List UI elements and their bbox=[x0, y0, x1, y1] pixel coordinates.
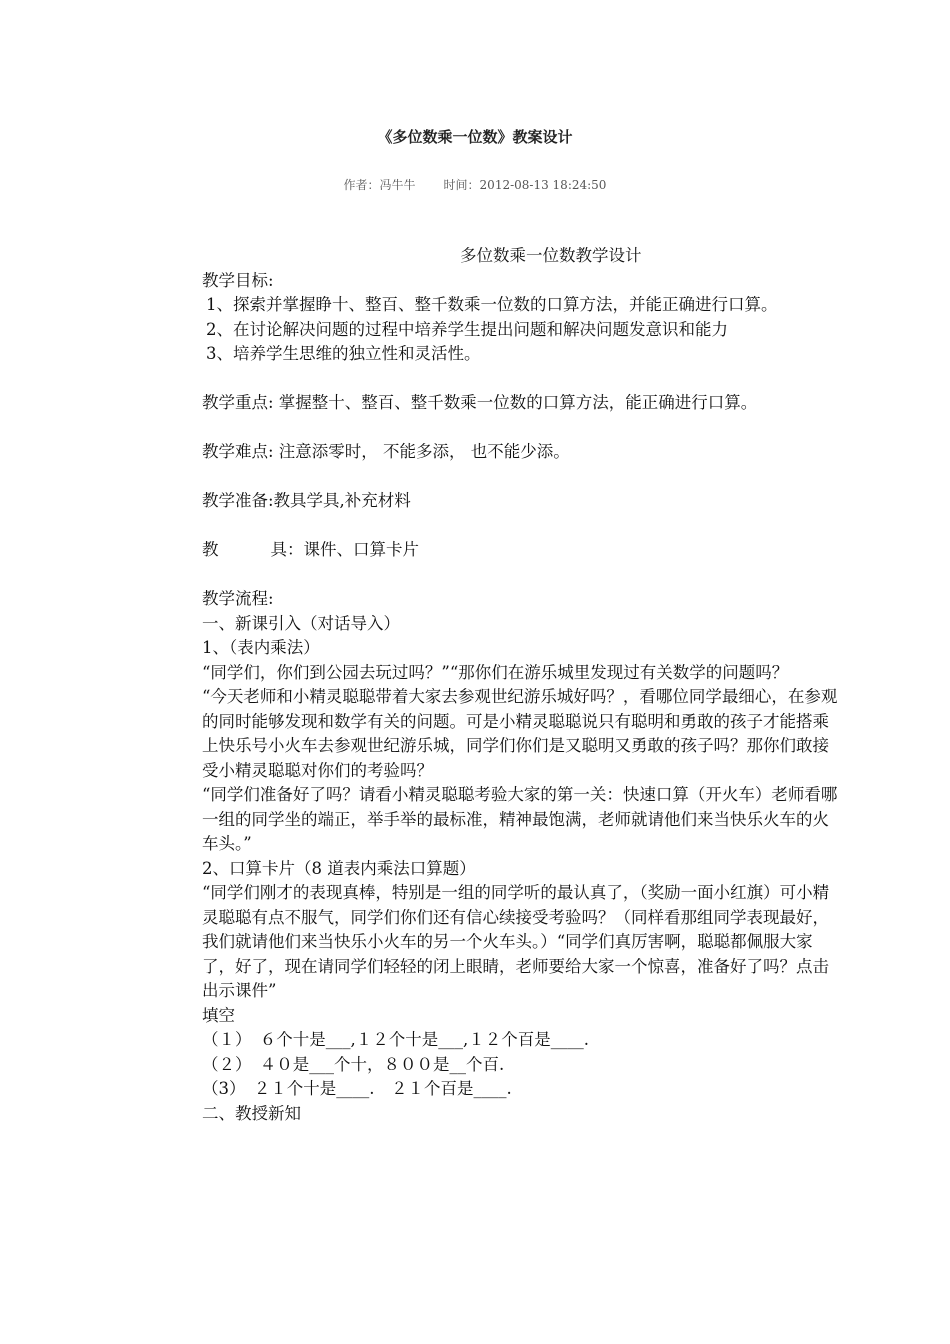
step-heading: 2、口算卡片（8 道表内乘法口算题） bbox=[202, 858, 476, 878]
paragraph: “同学们准备好了吗？请看小精灵聪聪考验大家的第一关：快速口算（开火车）老师看哪一组的同学坐的端正，举手举的最标准，精神最饱满，老师就请他们来当快乐火车的火车头。” bbox=[202, 785, 838, 853]
goal-item: 2、在讨论解决问题的过程中培养学生提出问题和解决问题发意识和能力 bbox=[206, 319, 728, 339]
section-heading: 二、教授新知 bbox=[202, 1103, 301, 1123]
tools-text: 具：课件、口算卡片 bbox=[270, 540, 419, 559]
article-meta bbox=[0, 176, 950, 193]
paragraph: “同学们，你们到公园去玩过吗？”“那你们在游乐城里发现过有关数学的问题吗？ bbox=[202, 662, 789, 682]
time-text: 时间：2012-08-13 18:24:50 bbox=[443, 178, 607, 192]
paragraph: “今天老师和小精灵聪聪带着大家去参观世纪游乐城好吗？，看哪位同学最细心，在参观的同时能够发现和数学有关的问题。可是小精灵聪聪说只有聪明和勇敢的孩子才能搭乘上快乐号小火车去参观世纪游乐城，同学们你们是又聪明又勇敢的孩子吗？那你们敢接受小精灵聪聪对你们的考验吗？ bbox=[202, 687, 838, 780]
fill-item: （１） ６个十是___,１２个十是___,１２个百是____. bbox=[202, 1030, 589, 1049]
author-text: 作者：冯牛牛 bbox=[343, 178, 416, 192]
process-heading: 教学流程: bbox=[202, 589, 274, 608]
fill-heading: 填空 bbox=[202, 1005, 235, 1025]
article-body bbox=[202, 244, 842, 1126]
goal-item: 3、培养学生思维的独立性和灵活性。 bbox=[206, 344, 481, 363]
fill-item: （3） ２１个十是____. ２１个百是____. bbox=[202, 1079, 512, 1098]
goal-item: 1、探索并掌握睁十、整百、整千数乘一位数的口算方法，并能正确进行口算。 bbox=[206, 295, 778, 314]
tools-line bbox=[202, 538, 842, 563]
step-heading: 1、（表内乘法） bbox=[202, 638, 320, 657]
difficulty: 教学难点: 注意添零时， 不能多添， 也不能少添。 bbox=[202, 442, 570, 461]
section-heading: 一、新课引入（对话导入） bbox=[202, 613, 400, 633]
lesson-subtitle: 多位数乘一位数教学设计 bbox=[460, 246, 642, 265]
page-title: 《多位数乘一位数》教案设计 bbox=[377, 128, 573, 146]
paragraph: “同学们刚才的表现真棒，特别是一组的同学听的最认真了，（奖励一面小红旗）可小精灵聪聪有点不服气，同学们你们还有信心续接受考验吗？（同样看那组同学表现最好，我们就请他们来当快乐小火车的另一个火车头。）“同学们真厉害啊，聪聪都佩服大家了，好了，现在请同学们轻轻的闭上眼睛，老师要给大家一个惊喜，准备好了吗？点击出示课件” bbox=[202, 883, 830, 1000]
key-point: 教学重点: 掌握整十、整百、整千数乘一位数的口算方法，能正确进行口算。 bbox=[202, 393, 758, 412]
fill-item: （２） ４０是___个十，８００是__个百. bbox=[202, 1054, 505, 1074]
tools-label: 教 bbox=[202, 540, 219, 559]
preparation: 教学准备:教具学具,补充材料 bbox=[202, 491, 411, 510]
goals-heading: 教学目标: bbox=[202, 270, 274, 290]
